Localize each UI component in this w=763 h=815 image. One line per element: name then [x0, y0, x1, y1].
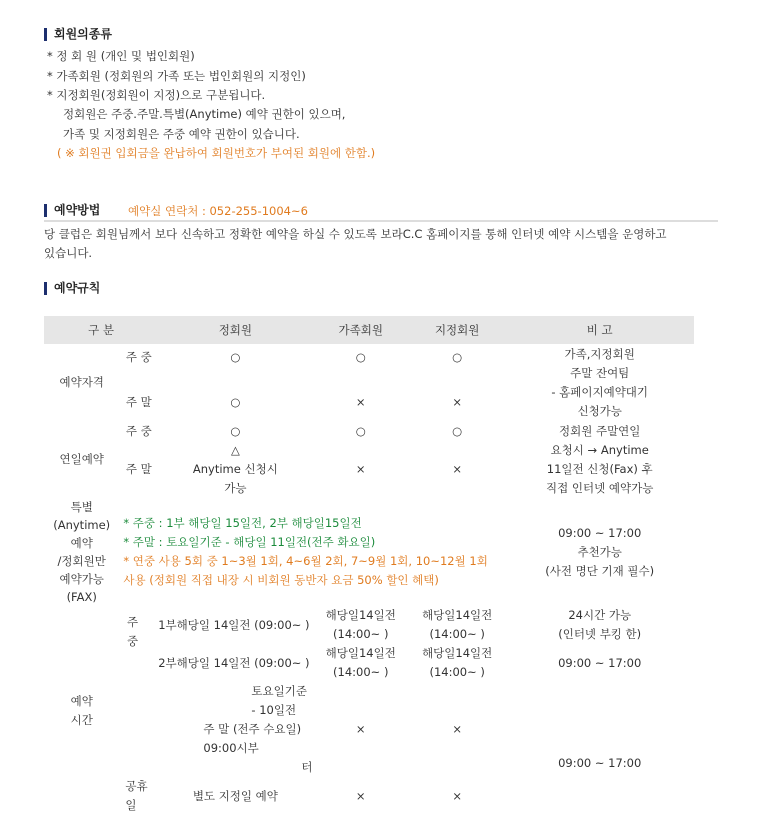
table-row — [44, 606, 694, 644]
part1-family — [313, 606, 409, 644]
cell-line: 해당일14일전 — [325, 646, 396, 660]
reservation-desc-line: 당 클럽은 회원님께서 보다 신속하고 정확한 예약을 하실 수 있도록 보라C.C 홈페이지를 통해 인터넷 예약 시스템을 운영하고 — [44, 227, 667, 241]
row-label-consecutive: 연일예약 — [59, 452, 104, 466]
cell-line: 가능 — [224, 481, 247, 495]
cell-regular: ○ — [230, 395, 241, 409]
triangle-icon: △ — [230, 443, 240, 457]
cell-designated: × — [452, 462, 462, 476]
cell-family: ○ — [355, 350, 366, 364]
label-line: 시간 — [70, 712, 93, 727]
special-annual: * 연중 사용 5회 중 1~3월 1회, 4~6월 2회, 7~9월 1회, 10~12월 1회 — [123, 554, 488, 568]
cell-family: × — [355, 462, 366, 476]
cell-line: (14:00~ ) — [333, 665, 389, 679]
cell-line: 해당일14일전 — [422, 608, 493, 622]
label-line: 예약 — [70, 693, 93, 708]
weekend-label: 주 말 — [125, 462, 152, 476]
rules-title: 예약규칙 — [44, 282, 100, 295]
cell-designated: ○ — [452, 423, 463, 438]
table-row — [44, 421, 694, 441]
holiday-regular: 별도 지정일 예약 — [192, 788, 278, 803]
header-designated: 지정회원 — [409, 316, 505, 344]
part2-note: 09:00 ~ 17:00 — [558, 655, 642, 670]
membership-line: 가족 및 지정회원은 주중 예약 권한이 있습니다. — [63, 127, 300, 141]
holiday-note — [505, 777, 694, 815]
part1-regular: 1부해당일 14일전 (09:00~ ) — [158, 617, 310, 632]
cell-line: (14:00~ ) — [429, 665, 485, 679]
cell-text: (전주 수요일) 09:00시부 — [203, 722, 302, 755]
note-line: - 홈페이지예약대기 — [551, 384, 649, 399]
weekend-regular — [119, 682, 312, 777]
membership-line: * 지정회원(정회원이 지정)으로 구분됩니다. — [47, 88, 266, 102]
note-line: 주말 잔여팀 — [570, 365, 630, 380]
note-line: 추천가능 — [577, 544, 622, 559]
cell-family: × — [355, 395, 366, 409]
membership-line: 정회원은 주중.주말.특별(Anytime) 예약 권한이 있으며, — [63, 107, 346, 121]
note-line: (인터넷 부킹 한) — [558, 627, 642, 641]
header-category: 구 분 — [44, 316, 158, 344]
label-line: (FAX) — [66, 590, 97, 604]
divider — [44, 220, 718, 222]
cell-regular — [158, 441, 312, 498]
label-line: 중 — [127, 634, 139, 648]
special-rules — [119, 498, 505, 606]
note-line: 요청시 → Anytime — [550, 442, 649, 457]
cell-line: 토요일기준 - 10일전 — [251, 684, 307, 717]
special-weekday: * 주중 : 1부 해당일 15일전, 2부 해당일15일전 — [123, 516, 362, 530]
holiday-designated: × — [452, 788, 462, 803]
table-header-row — [44, 316, 694, 344]
part1-note — [505, 606, 694, 644]
rules-table — [44, 316, 694, 815]
reservation-desc-line: 있습니다. — [44, 246, 93, 260]
note-line: 가족,지정회원 — [564, 346, 635, 361]
cell-note — [505, 498, 694, 606]
table-row — [44, 344, 694, 384]
label-line: 주 — [127, 615, 139, 629]
cell-line: (14:00~ ) — [333, 627, 389, 641]
cell-regular: ○ — [230, 350, 241, 364]
cell-note — [505, 421, 694, 498]
note-line: 정회원 주말연일 — [558, 423, 641, 438]
weekend-label: 주 말 — [125, 395, 152, 409]
cell-designated: × — [452, 395, 462, 409]
header-family: 가족회원 — [313, 316, 409, 344]
table-row — [44, 682, 694, 777]
note-line: 11일전 신청(Fax) 후 — [546, 461, 653, 476]
label-line: 특별(Anytime) — [53, 500, 111, 532]
note-line: 신청가능 — [577, 403, 622, 418]
label-line: 예약 — [70, 536, 93, 550]
special-discount: 사용 (정회원 직접 내장 시 비회원 동반자 요금 50% 할인 혜택) — [123, 573, 439, 587]
cell-line: (14:00~ ) — [429, 627, 485, 641]
cell-line: Anytime 신청시 — [192, 462, 278, 476]
cell-line: 터 — [301, 760, 313, 774]
cell-line: 해당일14일전 — [325, 608, 396, 622]
table-row — [44, 777, 694, 815]
part2-family — [313, 644, 409, 682]
holiday-family: × — [355, 788, 366, 803]
weekend-label: 주 말 — [203, 722, 230, 736]
weekend-designated: × — [452, 722, 462, 736]
holiday-label: 공휴일 — [125, 779, 148, 812]
membership-note: ( ※ 회원권 입회금을 완납하여 회원번호가 부여된 회원에 한함.) — [57, 146, 376, 160]
cell-designated: ○ — [452, 350, 463, 364]
reservation-method-title: 예약방법 — [44, 204, 100, 217]
cell-line: 해당일14일전 — [422, 646, 493, 660]
row-label-special — [44, 498, 119, 606]
cell-note — [505, 344, 694, 421]
cell-line — [119, 720, 312, 758]
reservation-contact: 예약실 연락처 : 052-255-1004~6 — [128, 204, 308, 218]
weekend-note: 09:00 ~ 17:00 — [558, 756, 642, 770]
part2-designated — [409, 644, 505, 682]
table-row — [44, 498, 694, 606]
membership-line: * 가족회원 (정회원의 가족 또는 법인회원의 지정인) — [47, 69, 306, 83]
row-label-qualification: 예약자격 — [59, 375, 104, 389]
note-line: (사전 명단 기재 필수) — [545, 563, 655, 578]
weekday-label — [119, 606, 158, 682]
weekday-label: 주 중 — [125, 350, 152, 364]
special-weekend: * 주말 : 토요일기준 - 해당일 11일전(전주 화요일) — [123, 535, 376, 549]
membership-title: 회원의종류 — [44, 28, 112, 41]
weekday-label: 주 중 — [125, 423, 152, 438]
note-line: 09:00 ~ 17:00 — [558, 525, 642, 540]
cell-family: ○ — [355, 423, 366, 438]
label-line: 예약가능 — [59, 572, 104, 586]
header-regular: 정회원 — [158, 316, 312, 344]
booking-weekday-label — [127, 613, 138, 651]
note-line: 24시간 가능 — [568, 608, 632, 622]
membership-line: * 정 회 원 (개인 및 법인회원) — [47, 49, 195, 63]
cell-regular: ○ — [230, 423, 241, 438]
note-line: 직접 인터넷 예약가능 — [546, 480, 654, 495]
header-note: 비 고 — [505, 316, 694, 344]
weekend-family: × — [355, 722, 366, 736]
row-label-booking-time — [44, 606, 119, 815]
part1-designated — [409, 606, 505, 644]
label-line: /정회원만 — [57, 554, 106, 568]
part2-regular: 2부해당일 14일전 (09:00~ ) — [158, 655, 310, 670]
